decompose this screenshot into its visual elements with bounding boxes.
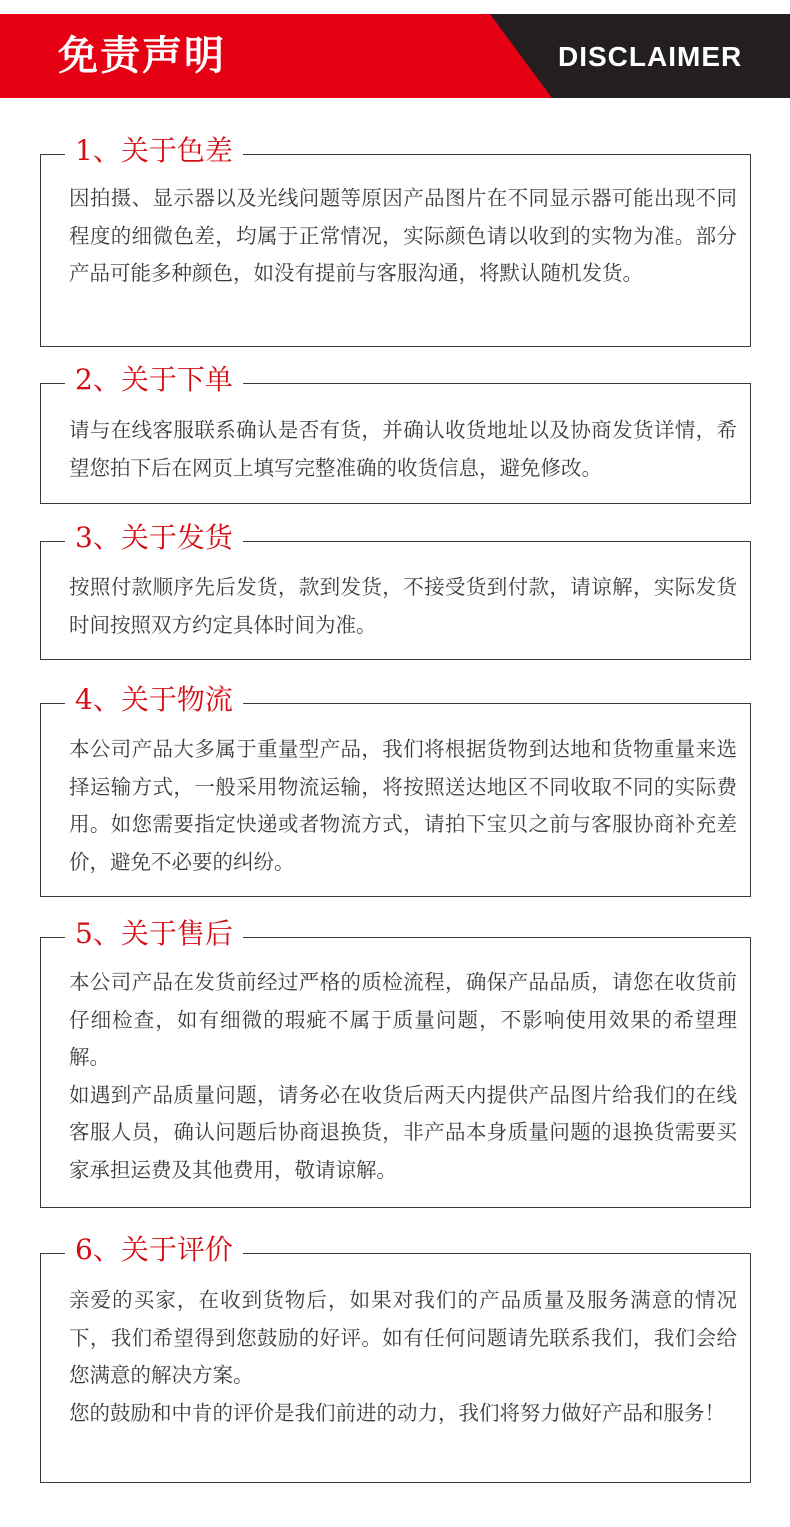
section-title: 1、关于色差 bbox=[65, 131, 243, 171]
section-paragraph: 本公司产品大多属于重量型产品，我们将根据货物到达地和货物重量来选择运输方式，一般采用物流运输，将按照送达地区不同收取不同的实际费用。如您需要指定快递或者物流方式，请拍下宝贝之前与客服协商补充差价，避免不必要的纠纷。 bbox=[69, 737, 737, 874]
section-body bbox=[69, 180, 737, 293]
section-paragraph: 您的鼓励和中肯的评价是我们前进的动力，我们将努力做好产品和服务！ bbox=[69, 1400, 725, 1425]
disclaimer-header bbox=[0, 14, 790, 98]
section-logistics bbox=[40, 683, 751, 897]
section-reviews bbox=[40, 1233, 751, 1483]
section-body bbox=[69, 964, 737, 1190]
page-subtitle: DISCLAIMER bbox=[558, 41, 743, 72]
section-shipping bbox=[40, 521, 751, 660]
section-title: 2、关于下单 bbox=[65, 360, 243, 400]
section-paragraph: 因拍摄、显示器以及光线问题等原因产品图片在不同显示器可能出现不同程度的细微色差，均属于正常情况，实际颜色请以收到的实物为准。部分产品可能多种颜色，如没有提前与客服沟通，将默认随机发货。 bbox=[69, 186, 737, 286]
section-paragraph: 本公司产品在发货前经过严格的质检流程，确保产品品质，请您在收货前仔细检查，如有细微的瑕疵不属于质量问题，不影响使用效果的希望理解。 bbox=[69, 970, 737, 1070]
section-ordering bbox=[40, 363, 751, 504]
section-paragraph: 如遇到产品质量问题，请务必在收货后两天内提供产品图片给我们的在线客服人员，确认问题后协商退换货，非产品本身质量问题的退换货需要买家承担运费及其他费用，敬请谅解。 bbox=[69, 1082, 737, 1182]
section-title: 6、关于评价 bbox=[65, 1230, 243, 1270]
page-title: 免责声明 bbox=[58, 33, 226, 79]
section-body bbox=[69, 569, 737, 644]
section-title: 4、关于物流 bbox=[65, 680, 243, 720]
section-body bbox=[69, 412, 737, 487]
section-body bbox=[69, 731, 737, 881]
section-body bbox=[69, 1282, 737, 1432]
section-after-sales bbox=[40, 917, 751, 1208]
section-paragraph: 按照付款顺序先后发货，款到发货，不接受货到付款，请谅解，实际发货时间按照双方约定具体时间为准。 bbox=[69, 575, 737, 637]
section-paragraph: 请与在线客服联系确认是否有货，并确认收货地址以及协商发货详情，希望您拍下后在网页上填写完整准确的收货信息，避免修改。 bbox=[69, 418, 737, 480]
section-paragraph: 亲爱的买家，在收到货物后，如果对我们的产品质量及服务满意的情况下，我们希望得到您鼓励的好评。如有任何问题请先联系我们，我们会给您满意的解决方案。 bbox=[69, 1288, 737, 1388]
section-color-difference bbox=[40, 134, 751, 347]
section-title: 3、关于发货 bbox=[65, 518, 243, 558]
section-title: 5、关于售后 bbox=[65, 914, 243, 954]
